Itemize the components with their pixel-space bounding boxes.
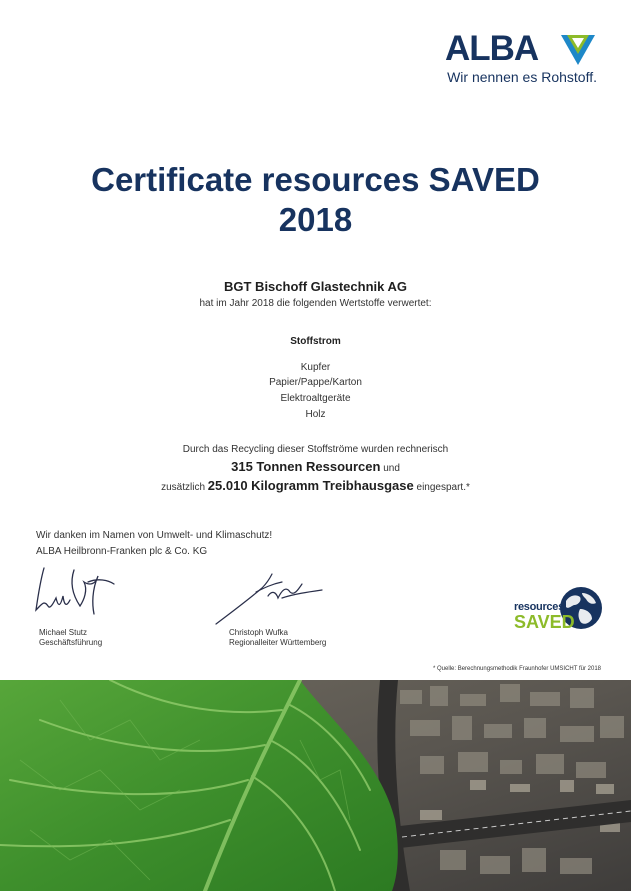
signatory-name: Christoph Wufka [229,628,288,637]
company-name: BGT Bischoff Glastechnik AG [224,279,407,294]
material-item: Holz [305,409,326,420]
thanks-text: Wir danken im Namen von Umwelt- und Klimaschutz! [36,530,273,541]
badge-saved: SAVED [514,612,575,632]
logo-wordmark: ALBA [445,29,539,68]
ghg-amount: 25.010 Kilogramm Treibhausgase [207,478,414,493]
saved-word: eingespart.* [416,482,470,493]
signatory-name: Michael Stutz [39,628,88,637]
material-item: Papier/Pappe/Karton [269,377,362,388]
alba-logo-icon [559,32,597,68]
source-note: * Quelle: Berechnungsmethodik Fraunhofer UMSICHT für 2018 [433,666,601,672]
organization-name: ALBA Heilbronn-Franken plc & Co. KG [36,546,208,557]
signatory-role: Geschäftsführung [39,638,103,647]
resources-saved-badge [508,583,608,639]
resources-amount: 315 Tonnen Ressourcen [231,459,381,474]
additionally-word: zusätzlich [161,482,206,493]
recycling-sentence: Durch das Recycling dieser Stoffströme wurden rechnerisch [182,444,449,455]
certificate-year: 2018 [278,201,353,238]
certificate-title: Certificate resources SAVED [91,161,540,198]
alba-logo [431,30,601,90]
ghg-line [0,478,631,493]
signature-wufka [212,570,327,630]
and-word: und [383,463,400,474]
signatory-role: Regionalleiter Württemberg [229,638,327,647]
logo-tagline: Wir nennen es Rohstoff. [447,69,597,85]
material-item: Kupfer [300,362,331,373]
resources-line [0,459,631,474]
badge-resources: resources [514,601,564,613]
intro-text: hat im Jahr 2018 die folgenden Wertstoffe verwertet: [199,298,432,309]
signature-stutz [30,560,120,620]
leaf-city-image [0,680,631,891]
stream-heading: Stoffstrom [290,336,341,347]
material-item: Elektroaltgeräte [280,393,351,404]
